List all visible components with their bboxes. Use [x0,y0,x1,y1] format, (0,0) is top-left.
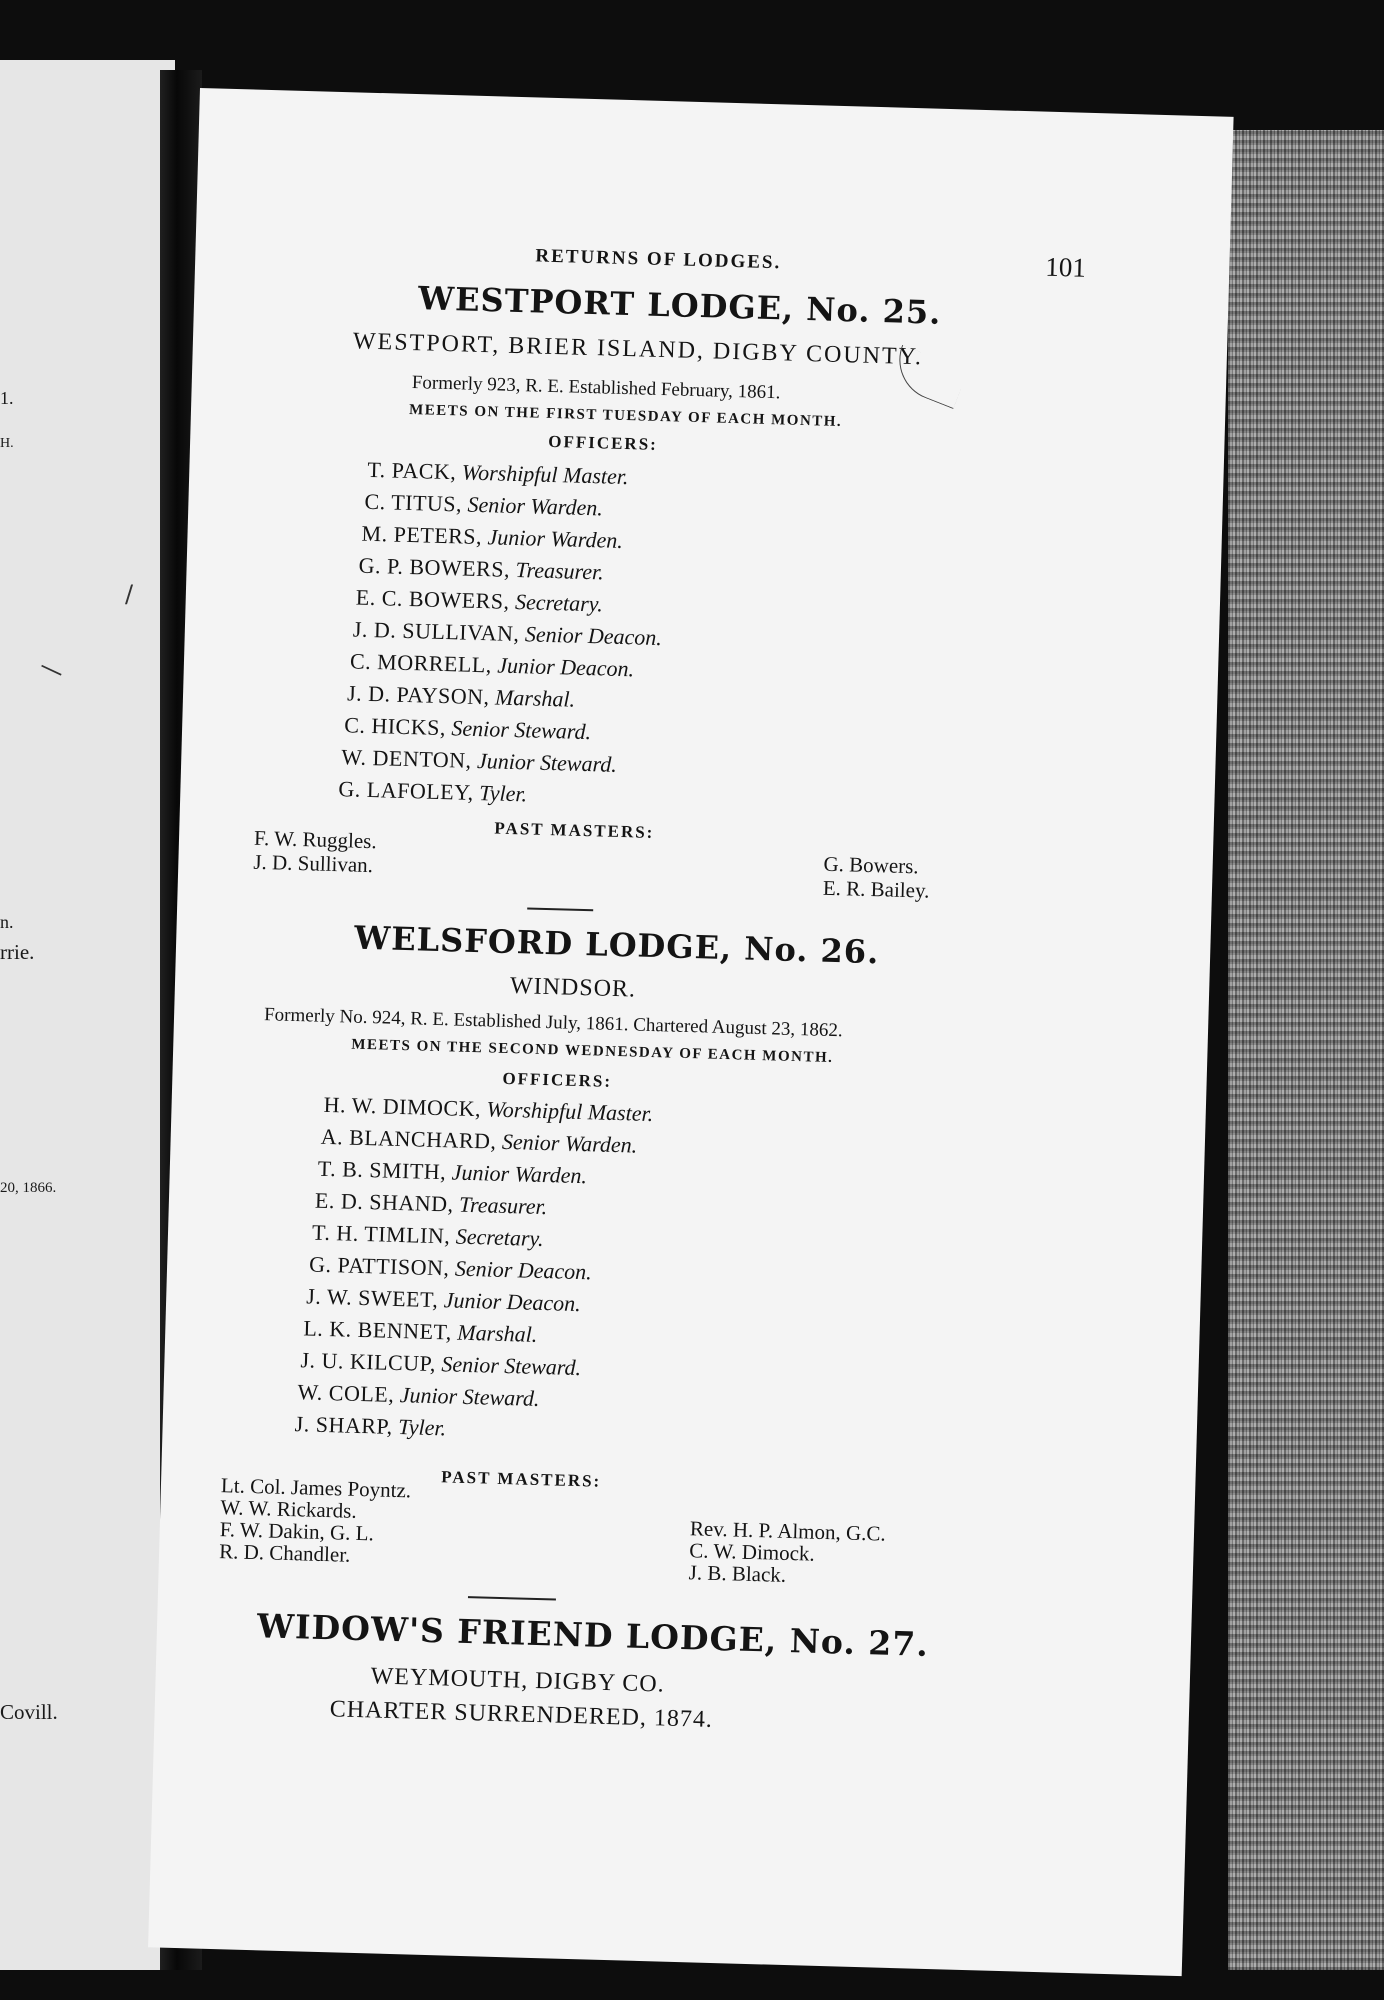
lodge-place: WINDSOR. [509,973,637,1003]
officer-name: C. MORRELL, [349,648,493,678]
officers-heading: OFFICERS: [502,1068,613,1091]
officer-name: G. PATTISON, [308,1251,450,1281]
officer-entry [323,1092,653,1127]
past-master: C. W. Dimock. [689,1538,816,1566]
officer-role: Senior Warden. [501,1128,638,1158]
past-masters-heading: PAST MASTERS: [441,1467,602,1491]
section-rule [468,1596,556,1600]
officer-name: W. DENTON, [341,744,472,773]
left-page-fragment: 20, 1866. [0,1180,57,1196]
officer-role: Senior Deacon. [454,1255,593,1285]
officer-name: T. B. SMITH, [317,1155,447,1185]
officer-role: Tyler. [478,780,528,807]
officer-role: Worshipful Master. [461,459,629,490]
officer-role: Worshipful Master. [486,1096,654,1127]
officer-name: G. LAFOLEY, [338,776,475,805]
officer-entry [312,1220,544,1252]
officer-entry [364,489,603,522]
officer-role: Junior Steward. [476,748,618,777]
officer-entry [355,585,603,618]
officer-role: Secretary. [514,589,604,617]
officer-entry [367,457,629,490]
officer-entry [306,1283,581,1317]
officer-role: Marshal. [494,684,576,712]
running-head: RETURNS OF LODGES. [535,245,782,274]
past-master: F. W. Dakin, G. L. [219,1517,375,1546]
officer-entry [309,1252,592,1286]
past-master: R. D. Chandler. [218,1539,351,1567]
officer-name: J. D. PAYSON, [346,680,490,710]
section-rule [527,907,593,911]
lodge-formerly: Formerly 923, R. E. Established February, 1861. [411,372,781,404]
officer-entry [300,1347,581,1381]
lodge-place: WESTPORT, BRIER ISLAND, DIGBY COUNTY. [352,328,924,371]
left-page-fragment: 1. [0,388,14,408]
officer-name: G. P. BOWERS, [358,552,511,582]
officer-name: H. W. DIMOCK, [323,1091,482,1122]
past-masters-heading: PAST MASTERS: [494,818,655,842]
officer-entry [297,1379,540,1412]
officer-name: C. TITUS, [364,488,463,517]
lodge-meeting-schedule: MEETS ON THE SECOND WEDNESDAY OF EACH MONTH. [351,1036,834,1067]
lodge-title: WELSFORD LODGE, No. 26. [353,918,880,972]
officer-entry [358,553,604,586]
pencil-mark [887,345,968,409]
officer-role: Tyler. [397,1414,447,1441]
page-edges [1228,130,1384,1970]
left-page-fragment: H. [0,436,14,451]
lodge-place: WEYMOUTH, DIGBY CO. [370,1663,666,1698]
officer-role: Junior Warden. [487,524,624,553]
officer-name: J. SHARP, [294,1411,394,1439]
officer-name: T. H. TIMLIN, [311,1219,451,1249]
officer-role: Senior Steward. [441,1351,582,1381]
officer-role: Senior Deacon. [524,621,663,651]
lodge-title: WESTPORT LODGE, No. 25. [417,279,942,332]
officer-entry [361,521,623,554]
officer-entry [338,776,527,807]
officer-name: E. C. BOWERS, [355,584,510,614]
officer-role: Secretary. [455,1223,544,1252]
officer-entry [350,648,635,682]
officer-role: Junior Deacon. [443,1287,582,1317]
officer-entry [318,1156,588,1190]
officer-entry [353,616,663,651]
officer-entry [315,1188,548,1220]
officer-entry [347,680,576,712]
officer-name: E. D. SHAND, [314,1187,454,1217]
officer-name: M. PETERS, [361,520,483,550]
left-page-fragment: n. [0,912,14,932]
lodge-formerly: Formerly No. 924, R. E. Established July, 1861. Chartered August 23, 1862. [263,1004,843,1042]
officers-heading: OFFICERS: [548,431,659,454]
officer-name: J. D. SULLIVAN, [352,616,520,647]
past-master: F. W. Ruggles. [253,825,377,854]
officer-name: L. K. BENNET, [303,1315,453,1345]
book-page [148,88,1234,1976]
officer-name: J. U. KILCUP, [300,1347,437,1377]
lodge-meeting-schedule: MEETS ON THE FIRST TUESDAY OF EACH MONTH. [408,401,843,431]
left-page-fragment: rrie. [0,940,35,964]
officer-entry [320,1124,637,1159]
lodge-title: WIDOW'S FRIEND LODGE, No. 27. [256,1606,930,1664]
officer-entry [294,1411,446,1441]
past-master: G. Bowers. [823,851,919,879]
officer-role: Junior Deacon. [496,652,635,682]
past-master: Rev. H. P. Almon, G.C. [689,1516,887,1546]
pencil-mark: — [35,651,69,687]
officer-role: Marshal. [456,1319,538,1347]
officer-role: Junior Steward. [399,1382,540,1411]
past-master: W. W. Rickards. [220,1495,357,1523]
officer-role: Senior Warden. [467,491,604,521]
lodge-note: CHARTER SURRENDERED, 1874. [329,1696,714,1733]
left-page-fragment: Covill. [0,1700,58,1724]
officer-name: A. BLANCHARD, [320,1123,497,1154]
officer-name: T. PACK, [367,456,457,485]
officer-role: Junior Warden. [451,1159,588,1189]
officer-name: J. W. SWEET, [305,1283,439,1313]
officer-role: Treasurer. [458,1191,548,1220]
officer-role: Senior Steward. [451,715,592,745]
officer-entry [344,712,592,745]
previous-page [0,60,175,1970]
past-master: Lt. Col. James Poyntz. [220,1473,412,1503]
past-master: E. R. Bailey. [822,875,930,903]
past-master: J. B. Black. [688,1560,787,1587]
officer-name: C. HICKS, [343,712,447,741]
officer-name: W. COLE, [297,1379,395,1407]
officer-entry [341,744,617,778]
officer-role: Treasurer. [515,557,605,585]
page-number: 101 [1044,251,1087,283]
officer-entry [303,1315,538,1348]
past-master: J. D. Sullivan. [253,849,374,878]
pencil-mark: / [125,580,134,608]
